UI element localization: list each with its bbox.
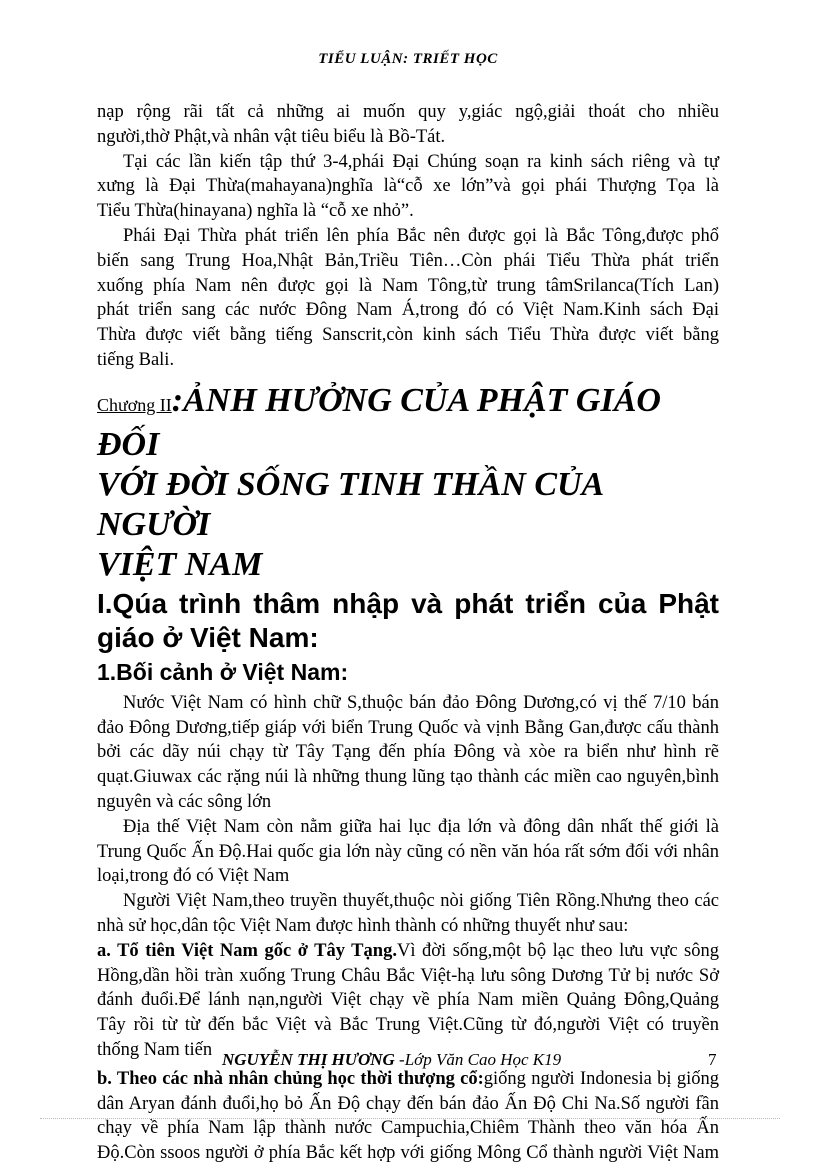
section-title-line: I.Qúa trình thâm nhập và phát triển của Phật bbox=[97, 587, 719, 619]
paragraph-item-b bbox=[97, 1067, 719, 1166]
chapter-title-line: VIỆT NAM bbox=[97, 545, 263, 583]
text-line: giống người Indonesia bị giống bbox=[483, 1068, 719, 1089]
page-header: TIỂU LUẬN: TRIẾT HỌC bbox=[318, 51, 498, 67]
bottom-divider bbox=[40, 1118, 780, 1119]
text-line: bởi các dãy núi chạy từ Tây Tạng đến phía Đông và xòe ra biển như hình rẽ bbox=[97, 742, 719, 763]
subsection-heading: 1.Bối cảnh ở Việt Nam: bbox=[97, 658, 349, 685]
text-line: xuống phía Nam nên được gọi là Nam Tông,từ trung tâmSrilanca(Tích Lan) bbox=[97, 275, 719, 296]
paragraph bbox=[97, 150, 719, 224]
author-name: NGUYỄN THỊ HƯƠNG bbox=[222, 1050, 395, 1069]
page-footer bbox=[0, 1050, 816, 1074]
text-line: đánh đuổi.Để lánh nạn,người Việt chạy về phía Nam miền Quảng Đông,Quảng bbox=[97, 990, 719, 1011]
text-line: nguyên và các sông lớn bbox=[97, 791, 272, 812]
text-line: nạp rộng rãi tất cả những ai muốn quy y,giác ngộ,giải thoát cho nhiều bbox=[97, 102, 719, 122]
text-line: phát triển sang các nước Đông Nam Á,trong đó có Việt Nam.Kinh sách Đại bbox=[97, 300, 719, 321]
text-line: tiếng Bali. bbox=[97, 349, 175, 370]
text-line: thống Nam tiến bbox=[97, 1039, 213, 1060]
text-line: nhà sử học,dân tộc Việt Nam được hình thành có những thuyết như sau: bbox=[97, 915, 629, 936]
paragraph bbox=[97, 691, 719, 815]
text-line: người,thờ Phật,và nhân vật tiêu biểu là Bồ-Tát. bbox=[97, 126, 446, 147]
text-line: Địa thế Việt Nam còn nằm giữa hai lục địa lớn và đông dân nhất thế giới là bbox=[123, 816, 719, 837]
footer-author bbox=[222, 1050, 561, 1070]
page-body bbox=[97, 100, 719, 1166]
paragraph-item-a bbox=[97, 939, 719, 1063]
text-line: chạy về phía Nam lập thành nước Campuchia,Chiêm Thành theo văn hóa Ấn bbox=[97, 1118, 719, 1139]
chapter-title-line: ẢNH HƯỞNG CỦA PHẬT GIÁO ĐỐI bbox=[97, 381, 661, 463]
text-line: đảo Đông Dương,tiếp giáp với biển Trung Quốc và vịnh Bằng Gan,được cấu thành bbox=[97, 717, 719, 738]
chapter-heading bbox=[97, 381, 719, 585]
text-line: biến sang Trung Hoa,Nhật Bản,Triều Tiên…Còn phái Tiểu Thừa phát triển bbox=[97, 250, 719, 271]
text-line: dân Aryan đánh đuổi,họ bỏ Ấn Độ chạy đến bán đảo Ấn Độ Chi Na.Số người fần bbox=[97, 1093, 719, 1114]
text-line: Trung Quốc Ấn Độ.Hai quốc gia lớn này cũng có nền văn hóa rất sớm đối với nhân bbox=[97, 841, 719, 862]
section-heading bbox=[97, 587, 719, 655]
text-line: quạt.Giuwax các rặng núi là những thung lũng tạo thành các miền cao nguyên,bình bbox=[97, 767, 719, 788]
chapter-separator: : bbox=[171, 381, 184, 419]
item-b-label: b. Theo các nhà nhân chủng học thời thượng cổ: bbox=[97, 1068, 484, 1089]
footer-class-info: -Lớp Văn Cao Học K19 bbox=[394, 1050, 562, 1069]
text-line: Vì đời sống,một bộ lạc theo lưu vực sông bbox=[396, 940, 720, 961]
text-line: Hồng,dần hồi tràn xuống Trung Châu Bắc Việt-hạ lưu sông Dương Tử bị nước Sở bbox=[97, 965, 719, 986]
text-line: Người Việt Nam,theo truyền thuyết,thuộc nòi giống Tiên Rồng.Nhưng theo các bbox=[123, 891, 719, 912]
paragraph bbox=[97, 100, 719, 150]
text-line: xưng là Đại Thừa(mahayana)nghĩa là“cỗ xe lớn”và gọi phái Thượng Tọa là bbox=[97, 176, 719, 197]
paragraph bbox=[97, 889, 719, 939]
text-line: Độ.Còn ssoos người ở phía Bắc kết hợp với giống Mông Cổ thành người Việt Nam bbox=[97, 1143, 719, 1164]
chapter-title-line: VỚI ĐỜI SỐNG TINH THẦN CỦA NGƯỜI bbox=[97, 465, 603, 543]
text-line: Tiểu Thừa(hinayana) nghĩa là “cỗ xe nhỏ”. bbox=[97, 201, 414, 222]
text-line: Nước Việt Nam có hình chữ S,thuộc bán đảo Đông Dương,có vị thế 7/10 bán bbox=[123, 692, 719, 713]
text-line: Tây rồi từ từ đến bắc Việt và Bắc Trung Việt.Cũng từ đó,người Việt có truyền bbox=[97, 1015, 719, 1036]
item-a-label: a. Tổ tiên Việt Nam gốc ở Tây Tạng. bbox=[97, 940, 397, 961]
text-line: Tại các lần kiến tập thứ 3-4,phái Đại Chúng soạn ra kinh sách riêng và tự bbox=[123, 151, 719, 172]
section-title-line: giáo ở Việt Nam: bbox=[97, 621, 319, 653]
text-line: Thừa được viết bằng tiếng Sanscrit,còn kinh sách Tiểu Thừa được viết bằng bbox=[97, 325, 719, 346]
paragraph bbox=[97, 224, 719, 373]
chapter-label: Chương II bbox=[97, 394, 172, 415]
text-line: Phái Đại Thừa phát triển lên phía Bắc nên được gọi là Bắc Tông,được phổ bbox=[123, 225, 719, 246]
page-number: 7 bbox=[708, 1050, 717, 1069]
text-line: loại,trong đó có Việt Nam bbox=[97, 866, 290, 887]
paragraph bbox=[97, 815, 719, 889]
